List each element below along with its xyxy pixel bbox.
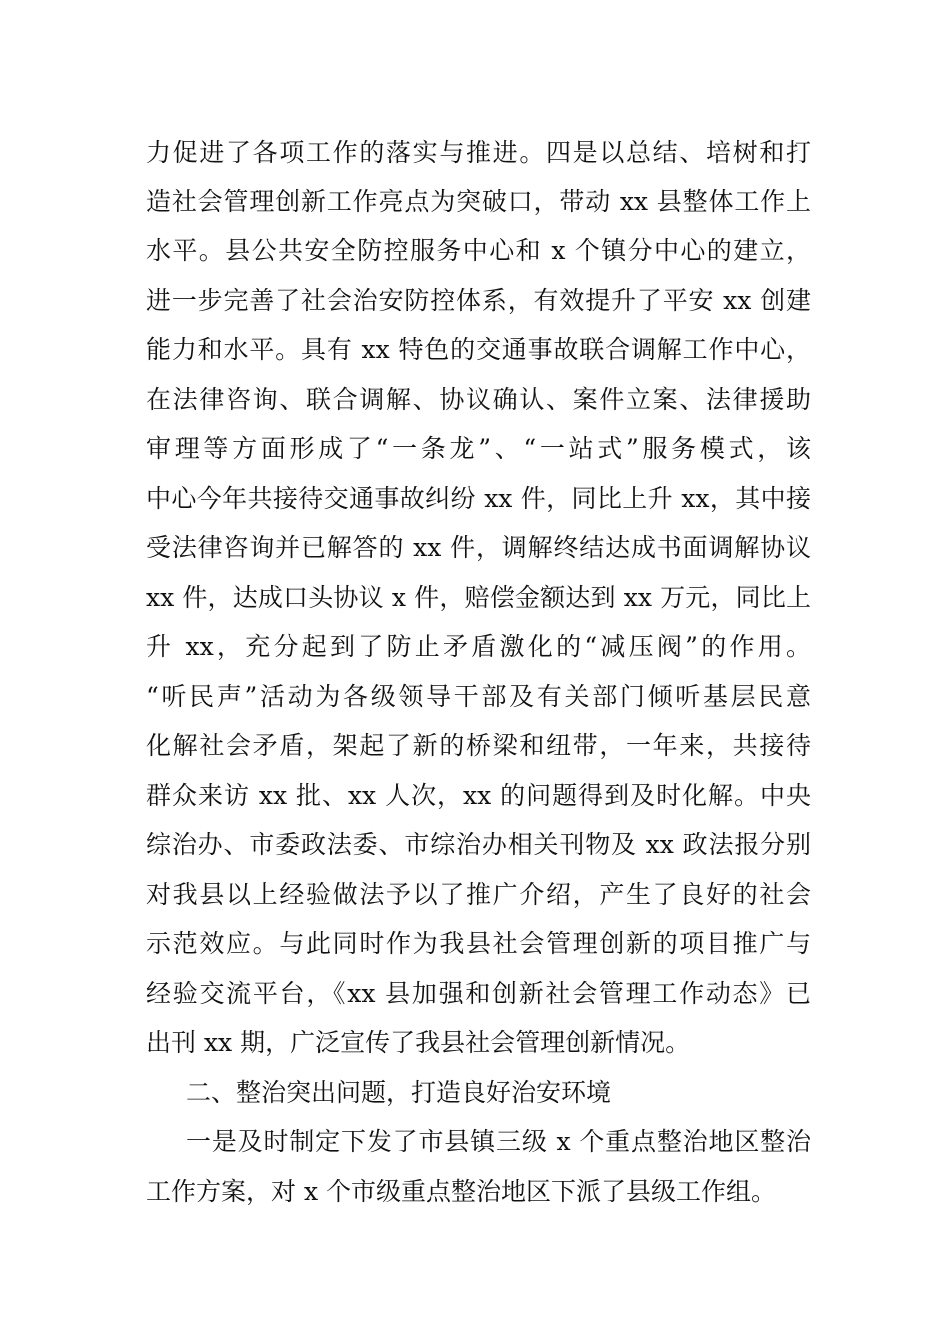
text-line-10: xx 件，达成口头协议 x 件，赔偿金额达到 xx 万元，同比上 [146, 583, 811, 612]
text-line-6: 在法律咨询、联合调解、协议确认、案件立案、法律援助 [146, 385, 811, 414]
text-line-12: “听民声”活动为各级领导干部及有关部门倾听基层民意 [146, 682, 811, 711]
text-line-7: 审理等方面形成了“一条龙”、“一站式”服务模式，该 [146, 434, 811, 463]
text-line-1: 力促进了各项工作的落实与推进。四是以总结、培树和打 [146, 138, 811, 167]
text-line-4: 进一步完善了社会治安防控体系，有效提升了平安 xx 创建 [146, 286, 811, 315]
text-line-8: 中心今年共接待交通事故纠纷 xx 件，同比上升 xx，其中接 [146, 484, 811, 513]
text-line-15: 综治办、市委政法委、市综治办相关刊物及 xx 政法报分别 [146, 830, 811, 859]
text-line-2: 造社会管理创新工作亮点为突破口，带动 xx 县整体工作上 [146, 187, 811, 216]
text-line-11: 升 xx，充分起到了防止矛盾激化的“减压阀”的作用。 [146, 632, 811, 661]
section-heading: 二、整治突出问题，打造良好治安环境 [186, 1078, 612, 1107]
text-line-16: 对我县以上经验做法予以了推广介绍，产生了良好的社会 [146, 880, 811, 909]
text-line-17: 示范效应。与此同时作为我县社会管理创新的项目推广与 [146, 929, 811, 958]
text-line-3: 水平。县公共安全防控服务中心和 x 个镇分中心的建立， [146, 236, 811, 265]
text-line-14: 群众来访 xx 批、xx 人次，xx 的问题得到及时化解。中央 [146, 781, 811, 810]
text-line-21: 一是及时制定下发了市县镇三级 x 个重点整治地区整治 [186, 1127, 811, 1156]
text-line-19: 出刊 xx 期，广泛宣传了我县社会管理创新情况。 [146, 1028, 691, 1057]
text-line-22: 工作方案，对 x 个市级重点整治地区下派了县级工作组。 [146, 1177, 776, 1206]
text-line-5: 能力和水平。具有 xx 特色的交通事故联合调解工作中心， [146, 335, 811, 364]
text-line-13: 化解社会矛盾，架起了新的桥梁和纽带，一年来，共接待 [146, 731, 811, 760]
text-line-18: 经验交流平台，《xx 县加强和创新社会管理工作动态》已 [146, 979, 811, 1008]
text-line-9: 受法律咨询并已解答的 xx 件，调解终结达成书面调解协议 [146, 533, 811, 562]
